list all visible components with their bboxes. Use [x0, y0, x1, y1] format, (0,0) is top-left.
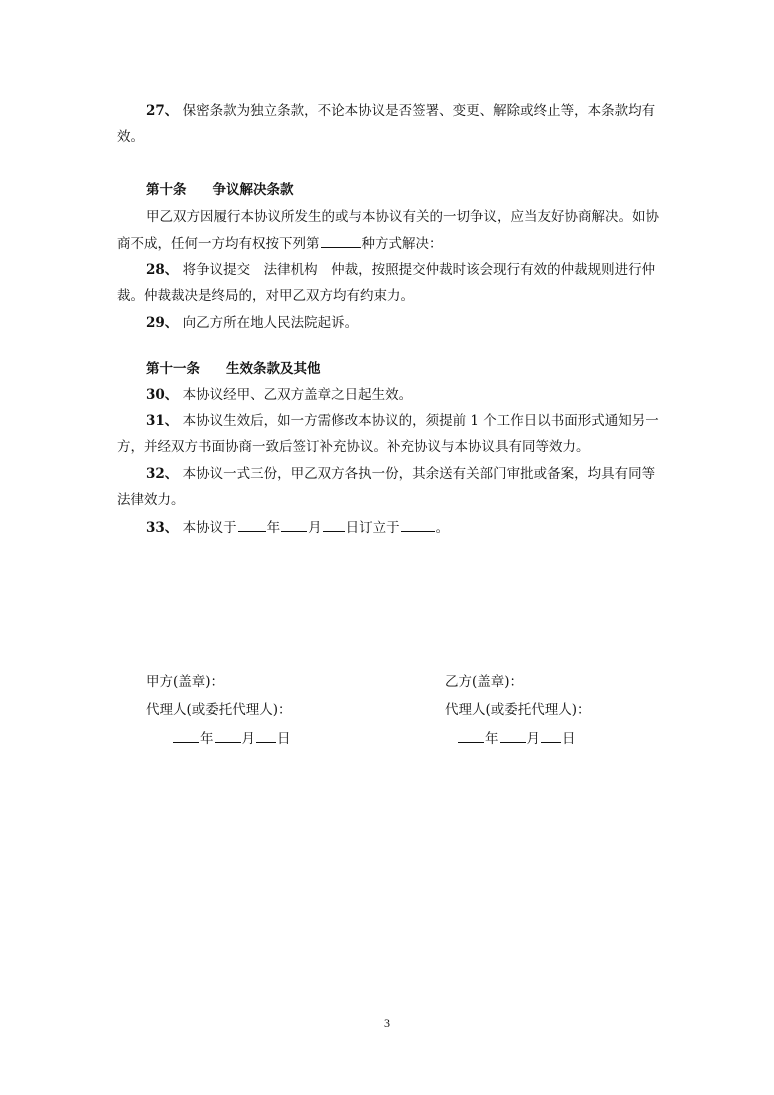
clause-30	[146, 385, 706, 405]
day-blank	[541, 728, 561, 743]
clause-text: 本协议一式三份，甲乙双方各执一份，其余送有关部门审批或备案，均具有同等	[182, 466, 656, 482]
month-blank	[500, 728, 526, 743]
article-10-intro-line-2	[117, 233, 677, 254]
article-number: 第十一条	[146, 361, 200, 377]
day-label: 日	[277, 731, 291, 747]
year-label: 年	[485, 731, 499, 747]
party-b-date	[445, 728, 591, 756]
year-label: 年	[200, 731, 214, 747]
article-title: 生效条款及其他	[226, 361, 321, 377]
clause-text: 本协议生效后，如一方需修改本协议的，须提前 1 个工作日以书面形式通知另一	[182, 413, 659, 429]
article-title: 争议解决条款	[212, 182, 294, 198]
clause-text: 本协议经甲、乙双方盖章之日起生效。	[182, 387, 413, 403]
month-blank	[215, 728, 241, 743]
day-blank	[323, 517, 345, 532]
clause-31-line-2: 方，并经双方书面协商一致后签订补充协议。补充协议与本协议具有同等效力。	[117, 439, 590, 455]
article-11-heading	[146, 359, 706, 379]
clause-number: 31、	[146, 413, 179, 429]
clause-28-line-2: 裁。仲裁裁决是终局的，对甲乙双方均有约束力。	[117, 288, 414, 304]
clause-27-line-1	[146, 101, 706, 121]
clause-number: 30、	[146, 387, 179, 403]
clause-text-d: 日订立于	[345, 520, 400, 536]
clause-text: 将争议提交 法律机构 仲裁，按照提交仲裁时该会现行有效的仲裁规则进行仲	[182, 262, 656, 278]
place-blank	[401, 517, 435, 532]
year-blank	[238, 517, 266, 532]
year-blank	[458, 728, 484, 743]
clause-text: 向乙方所在地人民法院起诉。	[182, 315, 359, 331]
clause-32-line-2: 法律效力。	[117, 492, 185, 508]
choice-blank	[321, 233, 361, 248]
clause-number: 27、	[146, 103, 179, 119]
clause-31-line-1	[146, 411, 706, 431]
intro-text-b: 种方式解决：	[361, 236, 443, 252]
month-label: 月	[526, 731, 540, 747]
clause-text-a: 本协议于	[182, 520, 237, 536]
day-blank	[256, 728, 276, 743]
clause-text-b: 年	[266, 520, 281, 536]
clause-32-line-1	[146, 464, 706, 484]
clause-text-c: 月	[308, 520, 322, 536]
party-b-seal-label: 乙方(盖章)：	[445, 674, 524, 690]
clause-number: 32、	[146, 466, 179, 482]
article-10-intro-line-1: 甲乙双方因履行本协议所发生的或与本协议有关的一切争议，应当友好协商解决。如协	[146, 209, 659, 225]
month-blank	[281, 517, 307, 532]
clause-28-line-1	[146, 260, 706, 280]
clause-33	[146, 517, 706, 538]
party-b-signature-block	[445, 672, 591, 756]
intro-text-a: 商不成，任何一方均有权按下列第	[117, 236, 320, 252]
party-a-date	[146, 728, 292, 756]
party-a-agent-label: 代理人(或委托代理人)：	[146, 702, 292, 718]
clause-number: 29、	[146, 315, 179, 331]
year-blank	[173, 728, 199, 743]
clause-27-line-2: 效。	[117, 129, 144, 145]
month-label: 月	[241, 731, 255, 747]
clause-29	[146, 313, 706, 333]
day-label: 日	[562, 731, 576, 747]
article-number: 第十条	[146, 182, 187, 198]
clause-number: 33、	[146, 520, 179, 536]
clause-text: 保密条款为独立条款，不论本协议是否签署、变更、解除或终止等，本条款均有	[182, 103, 656, 119]
article-10-heading	[146, 180, 706, 200]
party-a-seal-label: 甲方(盖章)：	[146, 674, 225, 690]
clause-number: 28、	[146, 262, 179, 278]
page-number: 3	[384, 1016, 390, 1030]
party-a-signature-block	[146, 672, 292, 756]
party-b-agent-label: 代理人(或委托代理人)：	[445, 702, 591, 718]
clause-text-e: 。	[435, 520, 450, 536]
